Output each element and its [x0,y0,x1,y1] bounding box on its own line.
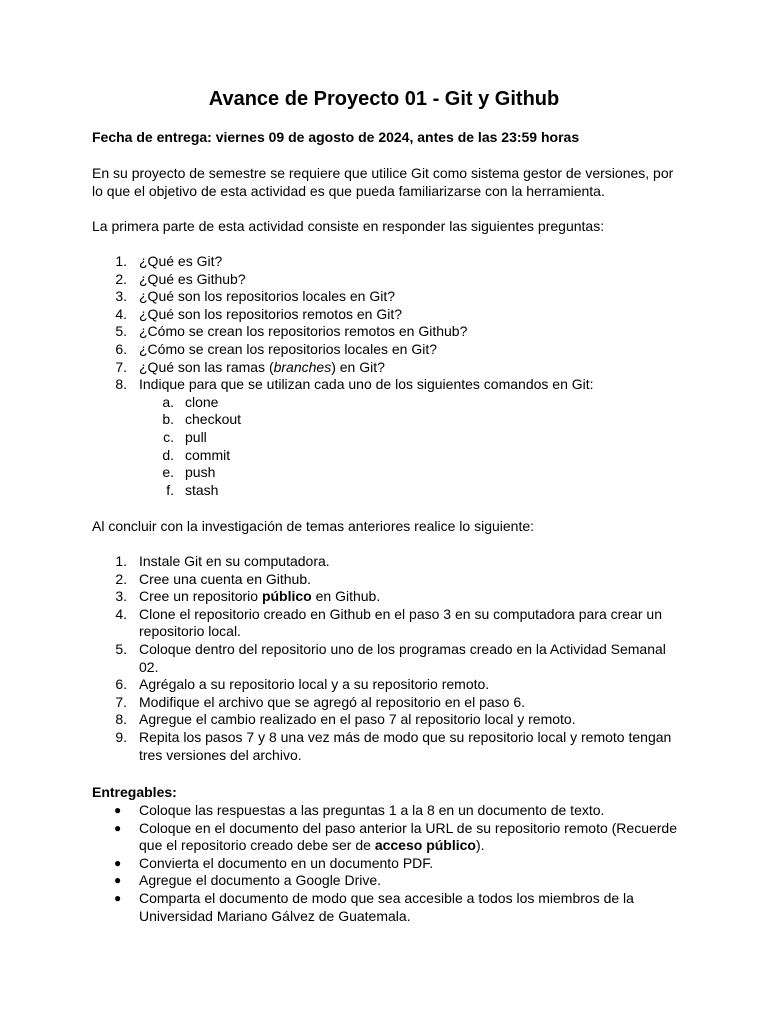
document-title: Avance de Proyecto 01 - Git y Github [208,88,560,110]
item-number: 4. [115,605,127,622]
item-letter: f. [166,481,174,498]
item-text: ¿Cómo se crean los repositorios locales en Git? [139,340,438,357]
list-item [92,694,682,712]
item-text-after: ) en Git? [331,358,385,375]
item-text: Instale Git en su computadora. [139,553,330,569]
commands-list [139,394,682,500]
bullet-icon: ● [114,803,122,817]
item-text-italic: branches [273,358,332,375]
item-number: 3. [115,288,127,305]
item-text: Indique para que se utilizan cada uno de los siguientes comandos en Git: [139,376,594,393]
list-item [92,323,682,341]
item-text: ¿Qué es Github? [139,270,246,287]
item-text-after: en Github. [311,588,381,605]
list-item [92,447,682,465]
item-text: stash [185,481,219,498]
item-number: 7. [115,358,127,375]
list-item [92,376,682,499]
list-item [92,553,682,571]
list-item [92,271,682,289]
item-number: 6. [115,340,127,357]
item-number: 2. [115,570,127,587]
list-item [92,411,682,429]
item-text-bold: público [261,588,312,605]
list-item [92,802,682,820]
bullet-icon: ● [114,820,122,835]
steps-intro: Al concluir con la investigación de temas anteriores realice lo siguiente: [92,518,535,534]
item-text-before: Coloque en el documento del paso anterior la URL de su repositorio remoto (Recuerde que el repositorio creado debe ser de [139,819,678,854]
item-letter: c. [163,428,174,445]
item-number: 2. [115,270,127,287]
item-number: 8. [115,711,127,728]
item-text: Clone el repositorio creado en Github en el paso 3 en su computadora para crear un repositorio local. [139,605,662,640]
item-number: 7. [115,693,127,710]
item-number: 5. [115,640,127,657]
item-text: ¿Qué es Git? [139,253,223,269]
item-text: Agregue el documento a Google Drive. [139,872,382,889]
list-item [92,606,682,641]
questions-intro: La primera parte de esta actividad consiste en responder las siguientes preguntas: [92,218,605,234]
item-text: Coloque dentro del repositorio uno de los programas creado en la Actividad Semanal 02. [139,640,666,675]
due-date: Fecha de entrega: viernes 09 de agosto de 2024, antes de las 23:59 horas [92,129,580,145]
item-text: Modifique el archivo que se agregó al repositorio en el paso 6. [139,693,526,710]
item-number: 5. [115,323,127,340]
steps-list [92,553,682,764]
list-item [92,429,682,447]
list-item [92,588,682,606]
list-item [92,394,682,412]
item-text: ¿Qué son los repositorios locales en Git? [139,288,396,305]
item-number: 1. [115,553,127,569]
item-text: pull [185,428,207,445]
item-number: 1. [115,253,127,269]
list-item [92,676,682,694]
item-number: 3. [115,588,127,605]
list-item [92,359,682,377]
list-item [92,729,682,764]
item-text-bold: acceso público [374,837,476,854]
item-number: 9. [115,728,127,745]
list-item [92,288,682,306]
item-text: Agregue el cambio realizado en el paso 7 al repositorio local y remoto. [139,711,576,728]
intro-paragraph: En su proyecto de semestre se requiere que utilice Git como sistema gestor de versiones, por lo que el objetivo de esta actividad es que pueda familiarizarse con la herramienta. [92,165,674,199]
list-item [92,820,682,855]
list-item [92,855,682,873]
item-number: 4. [115,305,127,322]
item-text: clone [185,393,219,410]
item-text: commit [185,446,231,463]
item-text: ¿Cómo se crean los repositorios remotos en Github? [139,323,468,340]
item-number: 8. [115,376,127,393]
item-text: Comparta el documento de modo que sea accesible a todos los miembros de la Universidad Mariano Gálvez de Guatemala. [139,889,634,924]
item-text-before: ¿Qué son las ramas ( [139,358,274,375]
item-text: Repita los pasos 7 y 8 una vez más de modo que su repositorio local y remoto tengan tres versiones del archivo. [139,728,672,763]
list-item [92,641,682,676]
list-item [92,872,682,890]
item-text-before: Cree un repositorio [139,588,262,605]
item-letter: b. [162,411,174,428]
list-item [92,253,682,271]
deliverables-heading: Entregables: [92,784,177,800]
item-text: Agrégalo a su repositorio local y a su repositorio remoto. [139,676,490,693]
list-item [92,711,682,729]
item-text-after: ). [475,837,485,854]
item-text: push [185,464,216,481]
item-text: Coloque las respuestas a las preguntas 1 a la 8 en un documento de texto. [139,802,605,818]
deliverables-list [92,802,682,925]
bullet-icon: ● [114,855,122,870]
bullet-icon: ● [114,890,122,905]
item-letter: e. [162,464,174,481]
list-item [92,482,682,500]
questions-list [92,253,682,499]
item-letter: a. [162,393,174,410]
item-text: ¿Qué son los repositorios remotos en Git? [139,305,403,322]
list-item [92,306,682,324]
item-letter: d. [162,446,174,463]
list-item [92,890,682,925]
list-item [92,464,682,482]
item-text: Cree una cuenta en Github. [139,570,312,587]
list-item [92,341,682,359]
item-text: Convierta el documento en un documento PDF. [139,854,434,871]
bullet-icon: ● [114,873,122,888]
list-item [92,571,682,589]
item-text: checkout [185,411,242,428]
item-number: 6. [115,676,127,693]
